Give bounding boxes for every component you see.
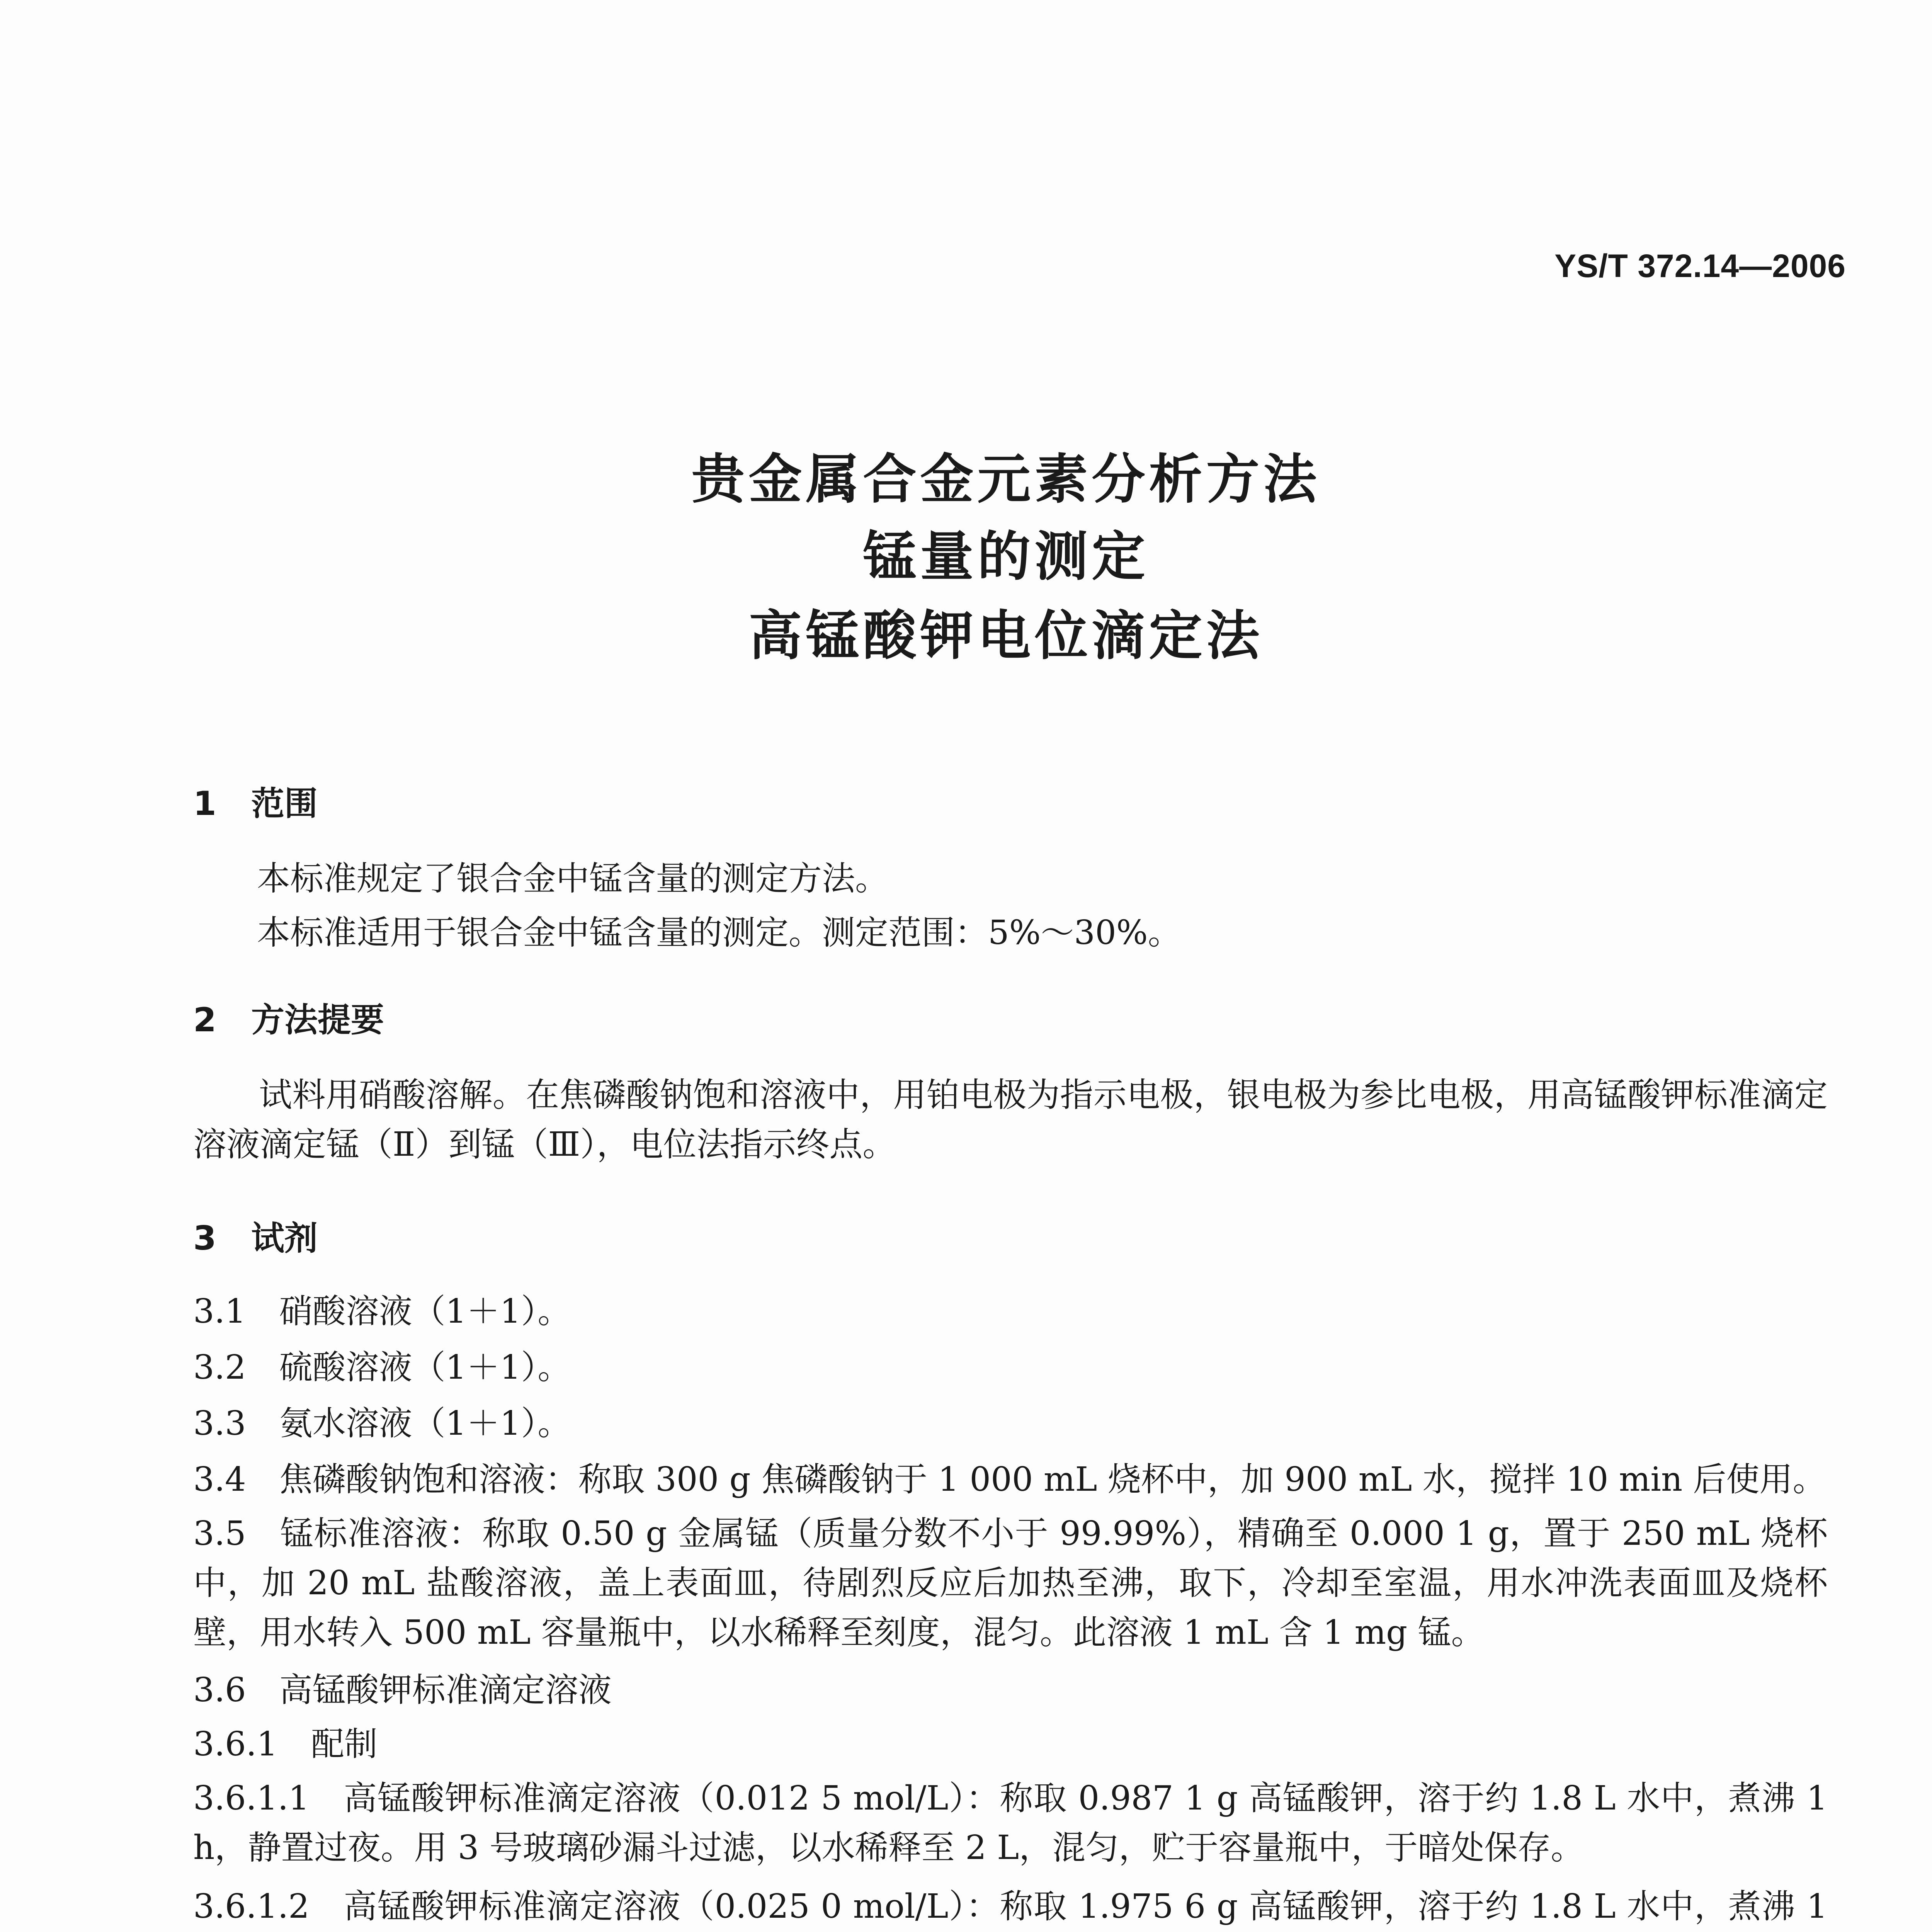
section-title: 范围	[251, 784, 318, 823]
title-line-2: 锰量的测定	[863, 526, 1149, 588]
standard-code: YS/T 372.14—2006	[1554, 248, 1846, 284]
title-line-3: 高锰酸钾电位滴定法	[748, 605, 1264, 667]
paragraph: 本标准适用于银合金中锰含量的测定。测定范围：5%～30%。	[257, 913, 1181, 952]
reagent-3-6-1: 3.6.1 配制	[193, 1725, 378, 1764]
section-title: 试剂	[251, 1219, 318, 1258]
reagent-3-6: 3.6 高锰酸钾标准滴定溶液	[193, 1671, 612, 1709]
section-number: 2	[193, 1001, 216, 1039]
paragraph: 本标准规定了银合金中锰含量的测定方法。	[257, 859, 888, 898]
reagent-3-3: 3.3 氨水溶液（1＋1）。	[193, 1404, 571, 1443]
section-number: 3	[193, 1219, 216, 1258]
section-heading-2	[193, 993, 384, 1041]
section-heading-1	[193, 777, 318, 825]
section-title: 方法提要	[251, 1001, 384, 1039]
reagent-3-6-1-2: 3.6.1.2 高锰酸钾标准滴定溶液（0.025 0 mol/L）：称取 1.975 6 g 高锰酸钾，溶于约 1.8 L 水中，煮沸 1	[193, 1887, 1828, 1926]
paragraph: 试料用硝酸溶解。在焦磷酸钠饱和溶液中，用铂电极为指示电极，银电极为参比电极，用高锰酸钾标准滴定溶液滴定锰（Ⅱ）到锰（Ⅲ），电位法指示终点。	[193, 1076, 1828, 1164]
reagent-3-4: 3.4 焦磷酸钠饱和溶液：称取 300 g 焦磷酸钠于 1 000 mL 烧杯中，加 900 mL 水，搅拌 10 min 后使用。	[193, 1460, 1826, 1499]
section-number: 1	[193, 784, 216, 823]
reagent-3-6-1-1: 3.6.1.1 高锰酸钾标准滴定溶液（0.012 5 mol/L）：称取 0.987 1 g 高锰酸钾，溶于约 1.8 L 水中，煮沸 1 h，静置过夜。用 3 号玻璃砂漏斗过滤，以水稀释至 2 L，混匀，贮于容量瓶中，于暗处保存。	[193, 1779, 1828, 1867]
reagent-3-2: 3.2 硫酸溶液（1＋1）。	[193, 1348, 571, 1387]
reagent-3-5: 3.5 锰标准溶液：称取 0.50 g 金属锰（质量分数不小于 99.99%），精确至 0.000 1 g，置于 250 mL 烧杯中，加 20 mL 盐酸溶液，盖上表面皿，待剧烈反应后加热至沸，取下，冷却至室温，用水冲洗表面皿及烧杯壁，用水转入 500 mL 容量瓶中，以水稀释至刻度，混匀。此溶液 1 mL 含 1 mg 锰。	[193, 1514, 1828, 1652]
reagent-3-1: 3.1 硝酸溶液（1＋1）。	[193, 1292, 571, 1331]
section-heading-3	[193, 1211, 318, 1259]
title-line-1: 贵金属合金元素分析方法	[691, 448, 1321, 510]
